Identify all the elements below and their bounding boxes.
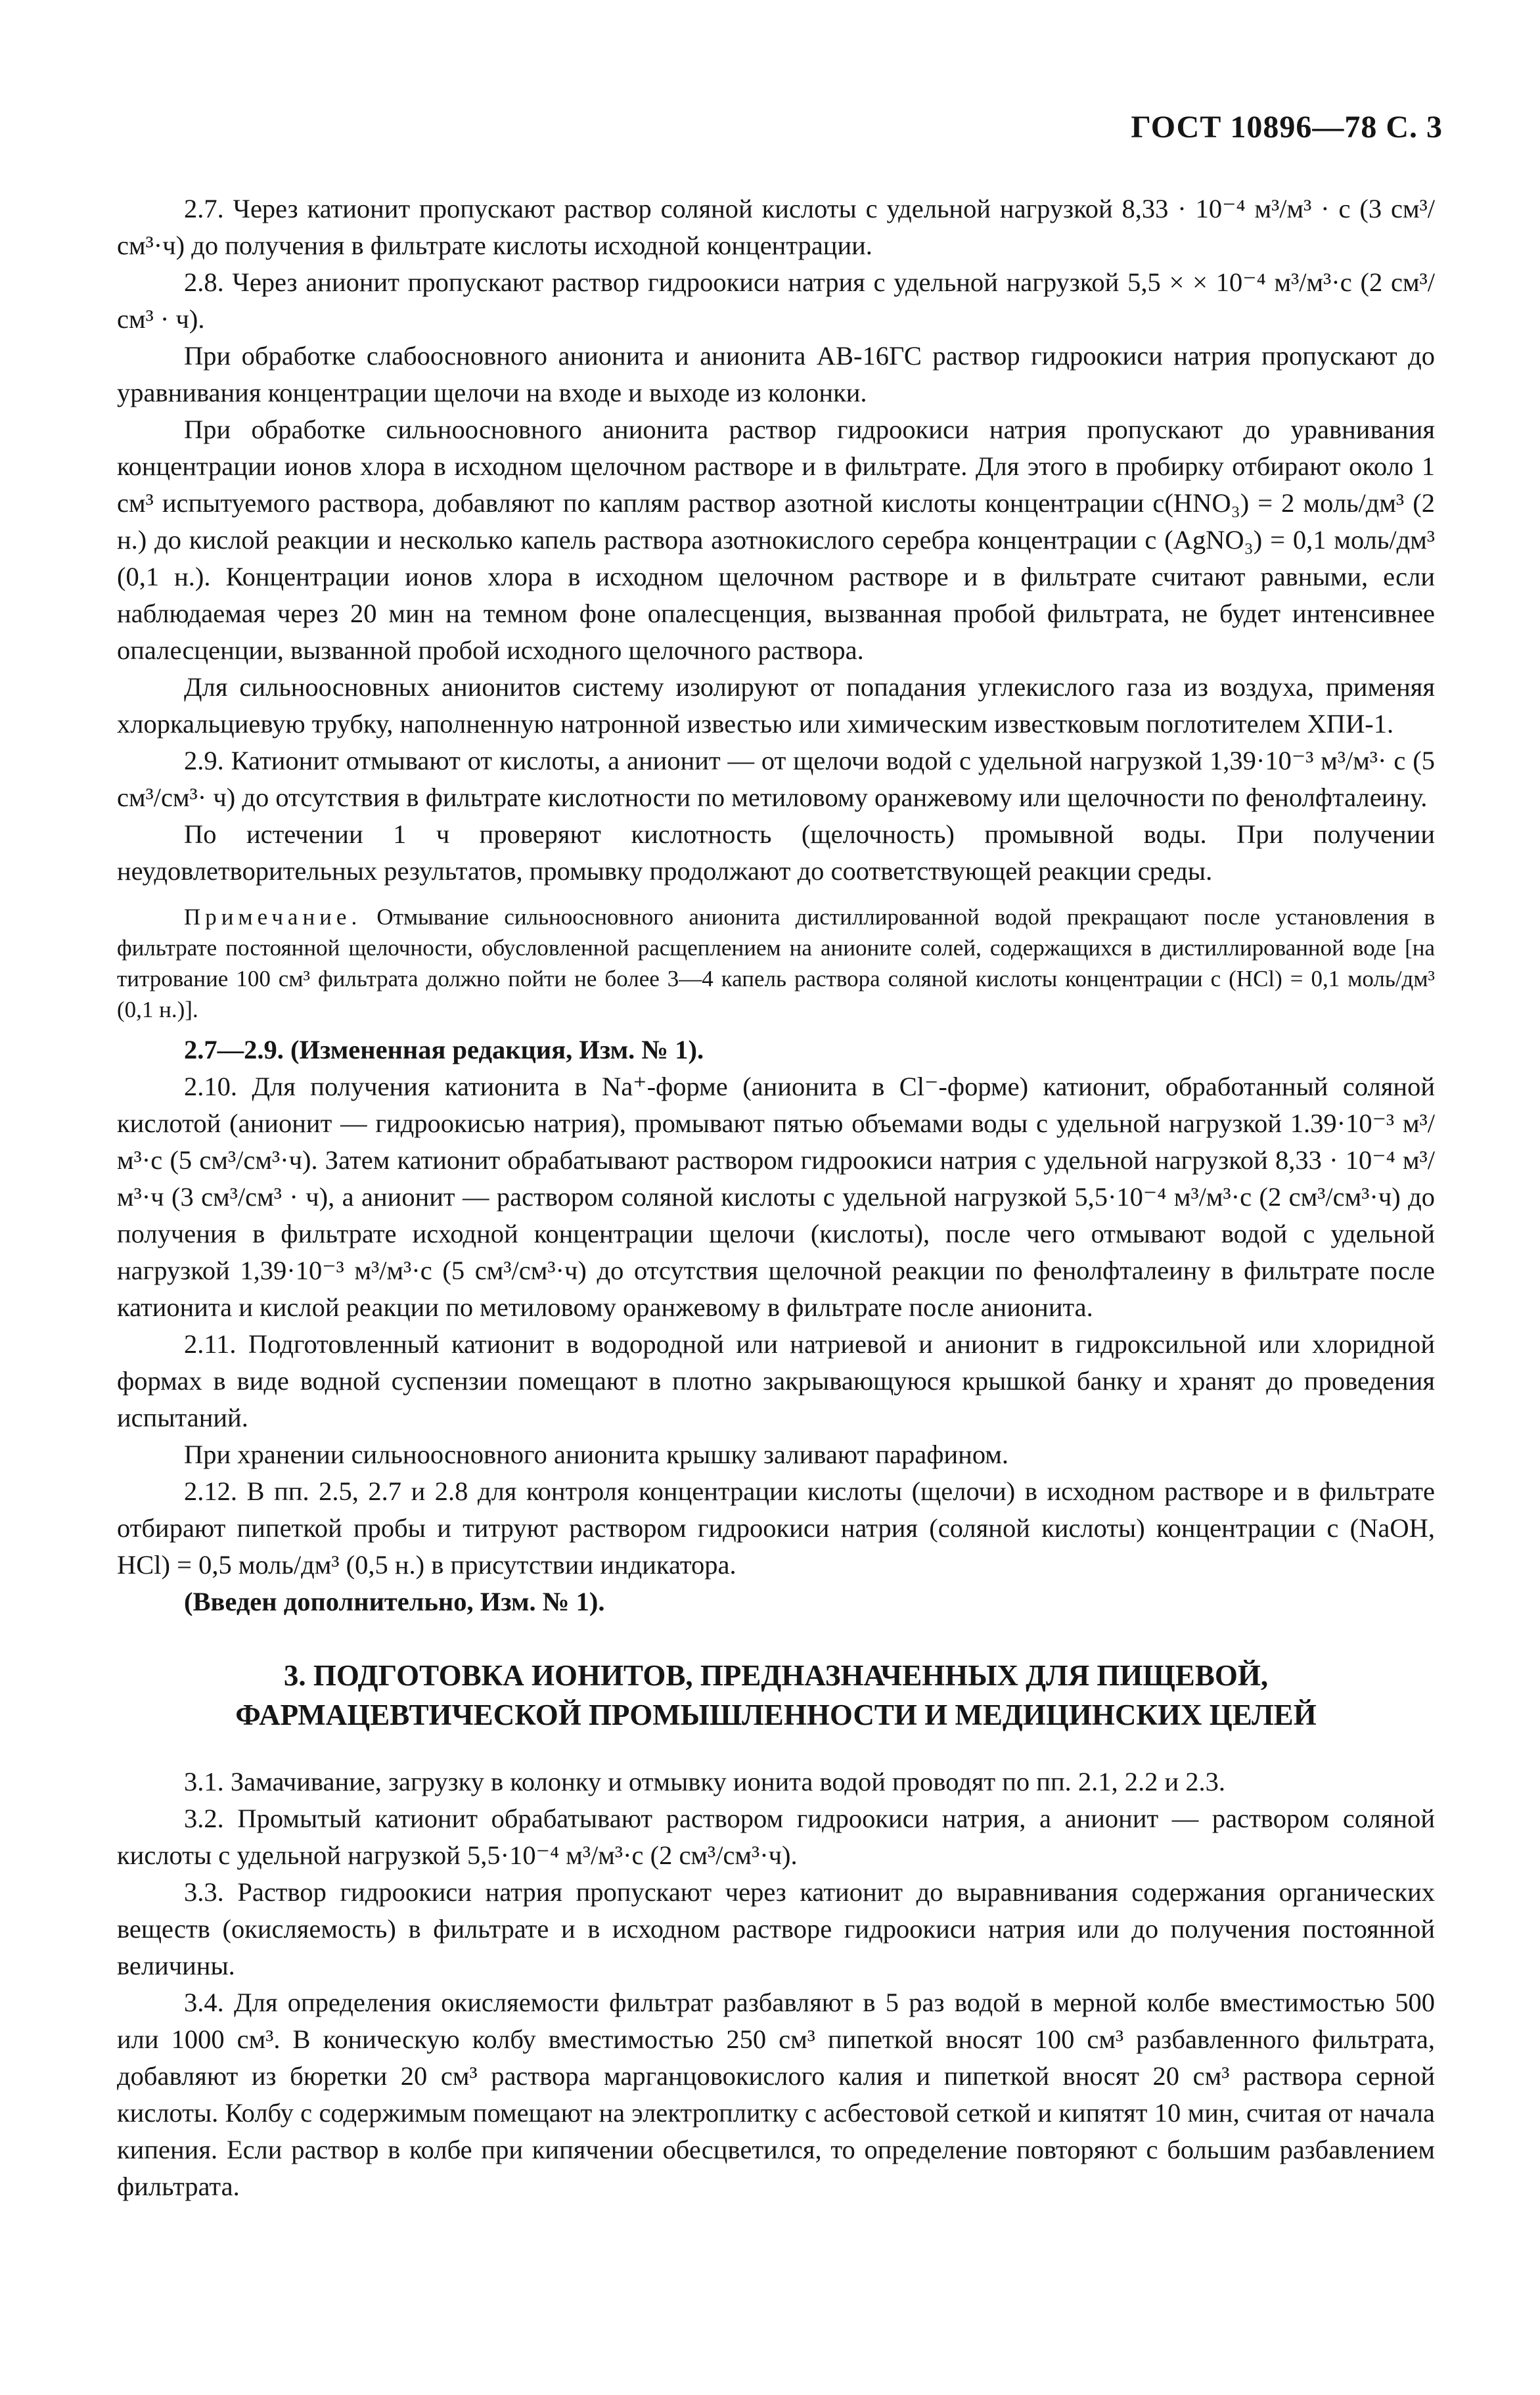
note-text: Отмывание сильноосновного анионита дистиллированной водой прекращают после установления в фильтрате постоянной щелочности, обусловленной расщеплением на анионите солей, содержащихся в дистиллированной воде [на титрование 100 см³ фильтрата должно пойти не более 3—4 капель раствора соляной кислоты концентрации c (HCl) = 0,1 моль/дм³ (0,1 н.)]. — [117, 904, 1436, 1022]
paragraph: При обработке слабоосновного анионита и анионита АВ-16ГС раствор гидроокиси натрия пропускают до уравнивания концентрации щелочи на входе и выходе из колонки. — [117, 341, 1435, 407]
paragraph: При обработке сильноосновного анионита раствор гидроокиси натрия пропускают до уравнивания концентрации ионов хлора в исходном щелочном растворе и в фильтрате. Для этого в пробирку отбирают около 1 см³ испытуемого раствора, добавляют по каплям раствор азотной кислоты концентрации c(HNO₃) = 2 моль/дм³ (2 н.) до кислой реакции и несколько капель раствора азотнокислого серебра концентрации c (AgNO₃) = 0,1 моль/дм³ (0,1 н.). Концентрации ионов хлора в исходном щелочном растворе и в фильтрате считают равными, если наблюдаемая через 20 мин на темном фоне опалесценция, вызванная пробой фильтрата, не будет интенсивнее опалесценции, вызванной пробой исходного щелочного раствора. — [117, 415, 1435, 665]
section-title-line: 3. ПОДГОТОВКА ИОНИТОВ, ПРЕДНАЗНАЧЕННЫХ ДЛЯ ПИЩЕВОЙ, — [283, 1659, 1269, 1692]
paragraph: 2.7. Через катионит пропускают раствор соляной кислоты с удельной нагрузкой 8,33 · 10⁻⁴ м³/м³ · с (3 см³/см³·ч) до получения в фильтрате кислоты исходной концентрации. — [117, 194, 1435, 260]
paragraph: 3.2. Промытый катионит обрабатывают раствором гидроокиси натрия, а анионит — раствором соляной кислоты с удельной нагрузкой 5,5·10⁻⁴ м³/м³·с (2 см³/см³·ч). — [117, 1804, 1435, 1870]
paragraph: 2.8. Через анионит пропускают раствор гидроокиси натрия с удельной нагрузкой 5,5 × × 10⁻⁴ м³/м³·с (2 см³/см³ · ч). — [117, 267, 1435, 334]
paragraph: По истечении 1 ч проверяют кислотность (щелочность) промывной воды. При получении неудовлетворительных результатов, промывку продолжают до соответствующей реакции среды. — [117, 819, 1435, 886]
amendment-note: (Введен дополнительно, Изм. № 1). — [184, 1587, 605, 1616]
paragraph: 2.11. Подготовленный катионит в водородной или натриевой и анионит в гидроксильной или хлоридной формах в виде водной суспензии помещают в плотно закрывающуюся крышкой банку и хранят до проведения испытаний. — [117, 1329, 1435, 1432]
page-header: ГОСТ 10896—78 С. 3 — [1131, 110, 1443, 145]
paragraph: 2.9. Катионит отмывают от кислоты, а анионит — от щелочи водой с удельной нагрузкой 1,39·10⁻³ м³/м³· с (5 см³/см³· ч) до отсутствия в фильтрате кислотности по метиловому оранжевому или щелочности по фенолфталеину. — [117, 746, 1435, 812]
paragraph: 2.10. Для получения катионита в Na⁺-форме (анионита в Cl⁻-форме) катионит, обработанный соляной кислотой (анионит — гидроокисью натрия), промывают пятью объемами воды с удельной нагрузкой 1.39·10⁻³ м³/м³·с (5 см³/см³·ч). Затем катионит обрабатывают раствором гидроокиси натрия с удельной нагрузкой 8,33 · 10⁻⁴ м³/м³·ч (3 см³/см³ · ч), а анионит — раствором соляной кислоты с удельной нагрузкой 5,5·10⁻⁴ м³/м³·с (2 см³/см³·ч) до получения в фильтрате исходной концентрации щелочи (кислоты), после чего отмывают водой с удельной нагрузкой 1,39·10⁻³ м³/м³·с (5 см³/см³·ч) до отсутствия щелочной реакции по фенолфталеину в фильтрате после катионита и кислой реакции по метиловому оранжевому в фильтрате после анионита. — [117, 1072, 1435, 1322]
paragraph: 3.4. Для определения окисляемости фильтрат разбавляют в 5 раз водой в мерной колбе вместимостью 500 или 1000 см³. В коническую колбу вместимостью 250 см³ пипеткой вносят 100 см³ разбавленного фильтрата, добавляют из бюретки 20 см³ раствора марганцовокислого калия и пипеткой вносят 20 см³ раствора серной кислоты. Колбу с содержимым помещают на электроплитку с асбестовой сеткой и кипятят 10 мин, считая от начала кипения. Если раствор в колбе при кипячении обесцветился, то определение повторяют с большим разбавлением фильтрата. — [117, 1988, 1435, 2201]
paragraph: При хранении сильноосновного анионита крышку заливают парафином. — [184, 1440, 1009, 1469]
paragraph: 3.3. Раствор гидроокиси натрия пропускают через катионит до выравнивания содержания органических веществ (окисляемость) в фильтрате и в исходном растворе гидроокиси натрия или до получения постоянной величины. — [117, 1877, 1435, 1980]
paragraph: Для сильноосновных анионитов систему изолируют от попадания углекислого газа из воздуха, применяя хлоркальциевую трубку, наполненную натронной известью или химическим известковым поглотителем ХПИ-1. — [117, 672, 1435, 739]
section-title-line: ФАРМАЦЕВТИЧЕСКОЙ ПРОМЫШЛЕННОСТИ И МЕДИЦИНСКИХ ЦЕЛЕЙ — [235, 1699, 1317, 1731]
paragraph: 3.1. Замачивание, загрузку в колонку и отмывку ионита водой проводят по пп. 2.1, 2.2 и 2.3. — [184, 1767, 1226, 1796]
document-body — [117, 191, 1435, 2205]
paragraph: 2.12. В пп. 2.5, 2.7 и 2.8 для контроля концентрации кислоты (щелочи) в исходном растворе и в фильтрате отбирают пипеткой пробы и титруют раствором гидроокиси натрия (соляной кислоты) концентрации c (NaOH, HCl) = 0,5 моль/дм³ (0,5 н.) в присутствии индикатора. — [117, 1476, 1435, 1580]
section-title — [117, 1656, 1435, 1735]
note-label: Примечание. — [184, 904, 362, 930]
amendment-note: 2.7—2.9. (Измененная редакция, Изм. № 1). — [184, 1035, 704, 1064]
note — [117, 901, 1435, 1025]
